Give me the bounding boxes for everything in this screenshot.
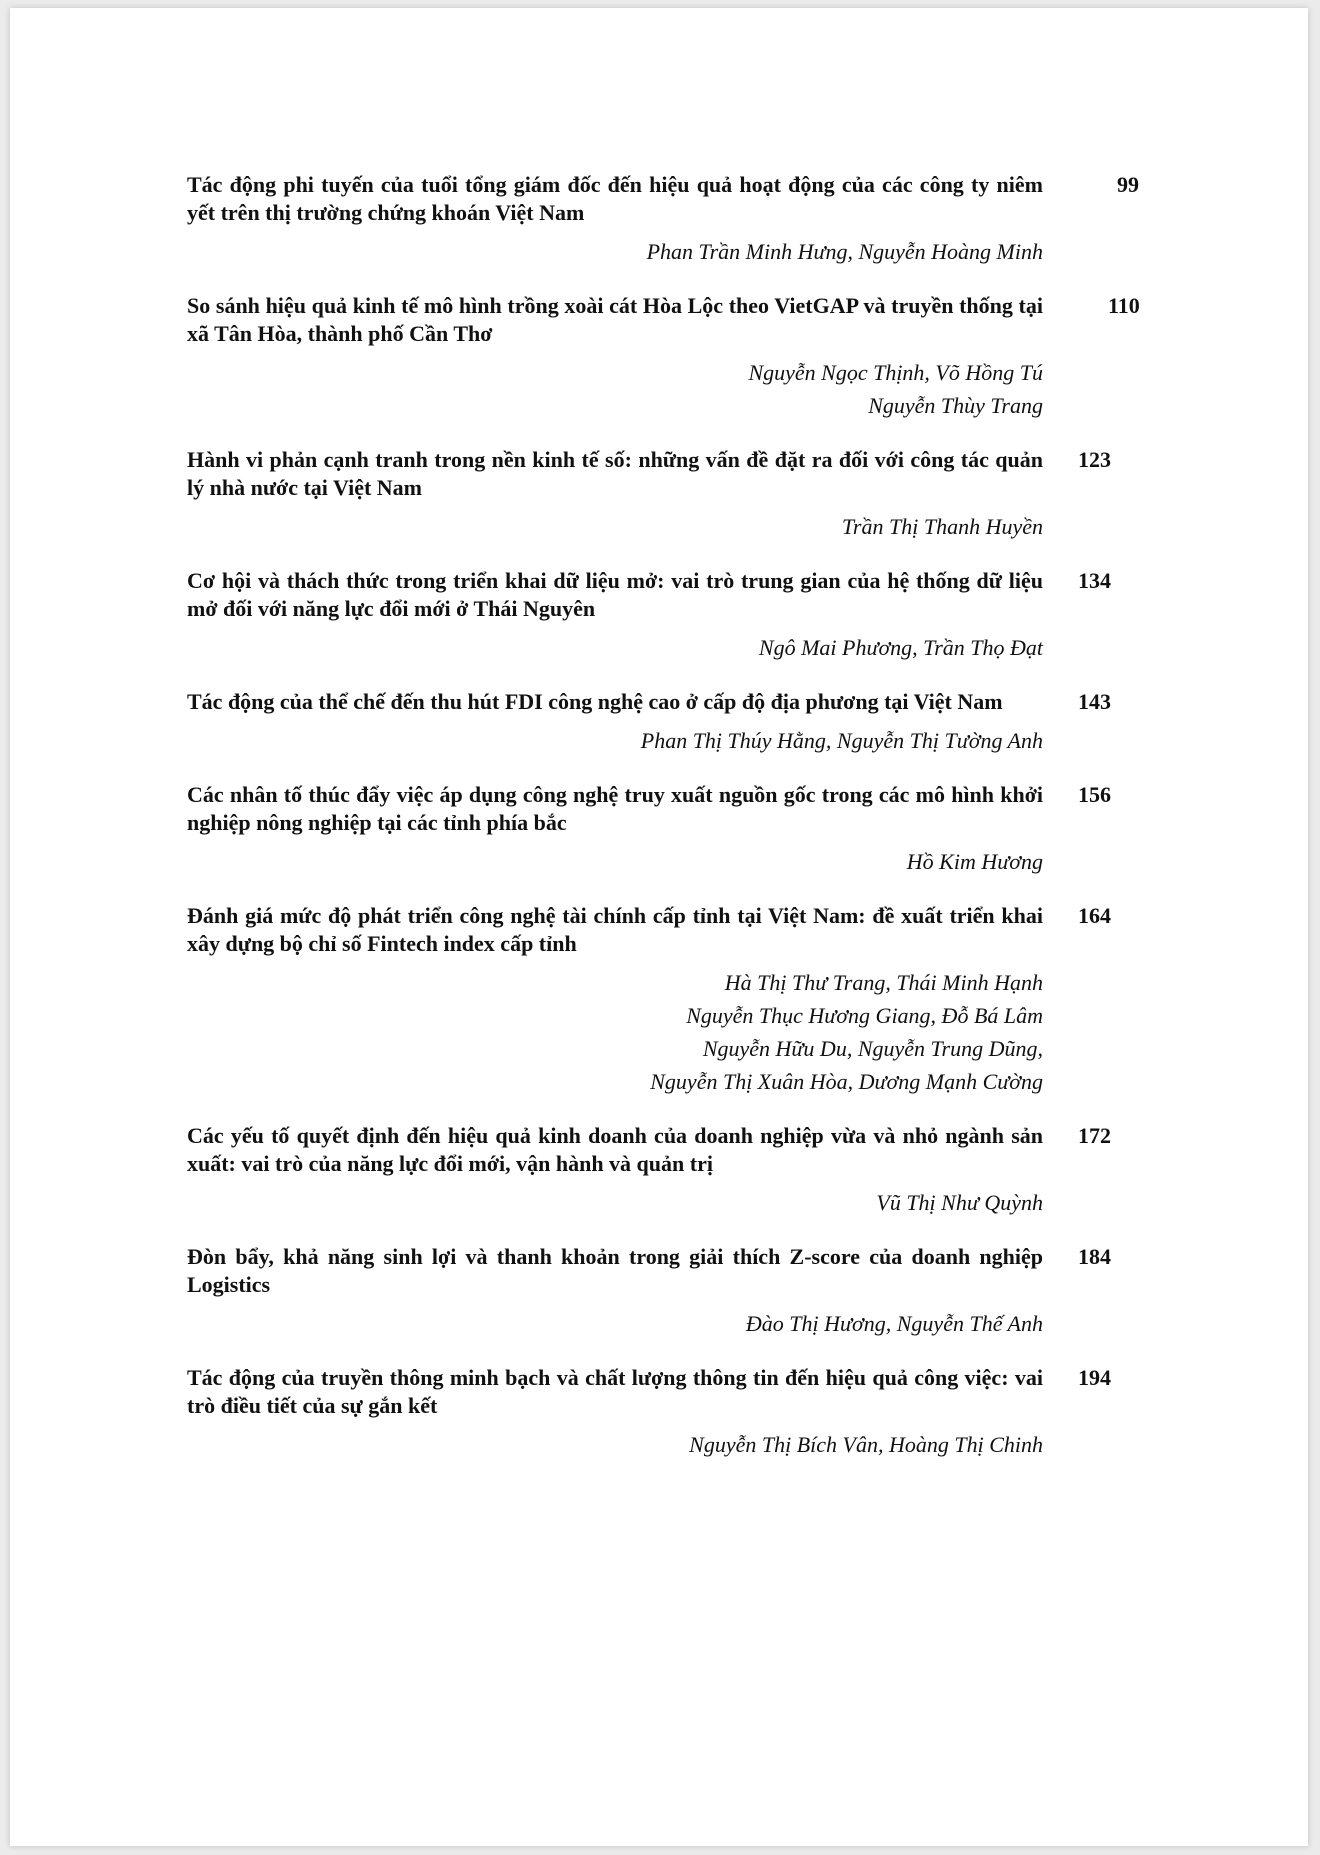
toc-entry [187,1243,1187,1340]
author-line: Hồ Kim Hương [906,849,1043,874]
article-title: Tác động của truyền thông minh bạch và chất lượng thông tin đến hiệu quả công việc: vai trò điều tiết của sự gắn kết [187,1365,1043,1418]
author-line: Phan Trần Minh Hưng, Nguyễn Hoàng Minh [646,239,1043,264]
article-title: Tác động của thể chế đến thu hút FDI công nghệ cao ở cấp độ địa phương tại Việt Nam [187,689,1003,714]
toc-entry [187,567,1187,664]
page-number: 99 [1117,172,1139,197]
page-number: 156 [1078,782,1111,807]
page-number: 134 [1078,568,1111,593]
article-authors [187,356,1043,422]
page-number: 194 [1078,1365,1111,1390]
author-line: Nguyễn Ngọc Thịnh, Võ Hồng Tú [748,360,1043,385]
author-line: Vũ Thị Như Quỳnh [876,1190,1043,1215]
author-line: Đào Thị Hương, Nguyễn Thế Anh [745,1311,1043,1336]
article-title: Đòn bẩy, khả năng sinh lợi và thanh khoản trong giải thích Z-score của doanh nghiệp Logistics [187,1244,1043,1297]
toc-entry [187,292,1187,422]
page-number: 164 [1078,903,1111,928]
document-page [10,8,1308,1846]
article-title: Cơ hội và thách thức trong triển khai dữ liệu mở: vai trò trung gian của hệ thống dữ liệu mở đối với năng lực đổi mới ở Thái Nguyên [187,568,1043,621]
page-number: 172 [1078,1123,1111,1148]
toc-entry [187,446,1187,543]
toc-entry [187,171,1187,268]
author-line: Nguyễn Thùy Trang [868,393,1043,418]
page-number: 110 [1108,293,1140,318]
article-authors [187,631,1043,664]
article-authors [187,966,1043,1098]
article-authors [187,845,1043,878]
article-title: So sánh hiệu quả kinh tế mô hình trồng xoài cát Hòa Lộc theo VietGAP và truyền thống tại xã Tân Hòa, thành phố Cần Thơ [187,293,1043,346]
page-number: 143 [1078,689,1111,714]
author-line: Nguyễn Hữu Du, Nguyễn Trung Dũng, [702,1036,1043,1061]
page-number: 123 [1078,447,1111,472]
article-title: Đánh giá mức độ phát triển công nghệ tài chính cấp tỉnh tại Việt Nam: đề xuất triển khai xây dựng bộ chỉ số Fintech index cấp tỉnh [187,903,1043,956]
article-title: Hành vi phản cạnh tranh trong nền kinh tế số: những vấn đề đặt ra đối với công tác quản lý nhà nước tại Việt Nam [187,447,1043,500]
author-line: Nguyễn Thị Bích Vân, Hoàng Thị Chinh [689,1432,1043,1457]
author-line: Hà Thị Thư Trang, Thái Minh Hạnh [724,970,1043,995]
toc-entry [187,1122,1187,1219]
author-line: Phan Thị Thúy Hằng, Nguyễn Thị Tường Anh [640,728,1043,753]
table-of-contents [187,171,1187,1485]
article-authors [187,1428,1043,1461]
author-line: Nguyễn Thị Xuân Hòa, Dương Mạnh Cường [650,1069,1043,1094]
article-title: Các yếu tố quyết định đến hiệu quả kinh doanh của doanh nghiệp vừa và nhỏ ngành sản xuất: vai trò của năng lực đổi mới, vận hành và quản trị [187,1123,1043,1176]
article-authors [187,1186,1043,1219]
article-authors [187,724,1043,757]
author-line: Trần Thị Thanh Huyền [841,514,1043,539]
article-title: Các nhân tố thúc đẩy việc áp dụng công nghệ truy xuất nguồn gốc trong các mô hình khởi nghiệp nông nghiệp tại các tỉnh phía bắc [187,782,1043,835]
page-number: 184 [1078,1244,1111,1269]
author-line: Ngô Mai Phương, Trần Thọ Đạt [758,635,1043,660]
toc-entry [187,902,1187,1098]
author-line: Nguyễn Thục Hương Giang, Đỗ Bá Lâm [686,1003,1043,1028]
article-authors [187,1307,1043,1340]
article-title: Tác động phi tuyến của tuổi tổng giám đốc đến hiệu quả hoạt động của các công ty niêm yết trên thị trường chứng khoán Việt Nam [187,172,1043,225]
article-authors [187,510,1043,543]
toc-entry [187,1364,1187,1461]
article-authors [187,235,1043,268]
toc-entry [187,781,1187,878]
toc-entry [187,688,1187,757]
